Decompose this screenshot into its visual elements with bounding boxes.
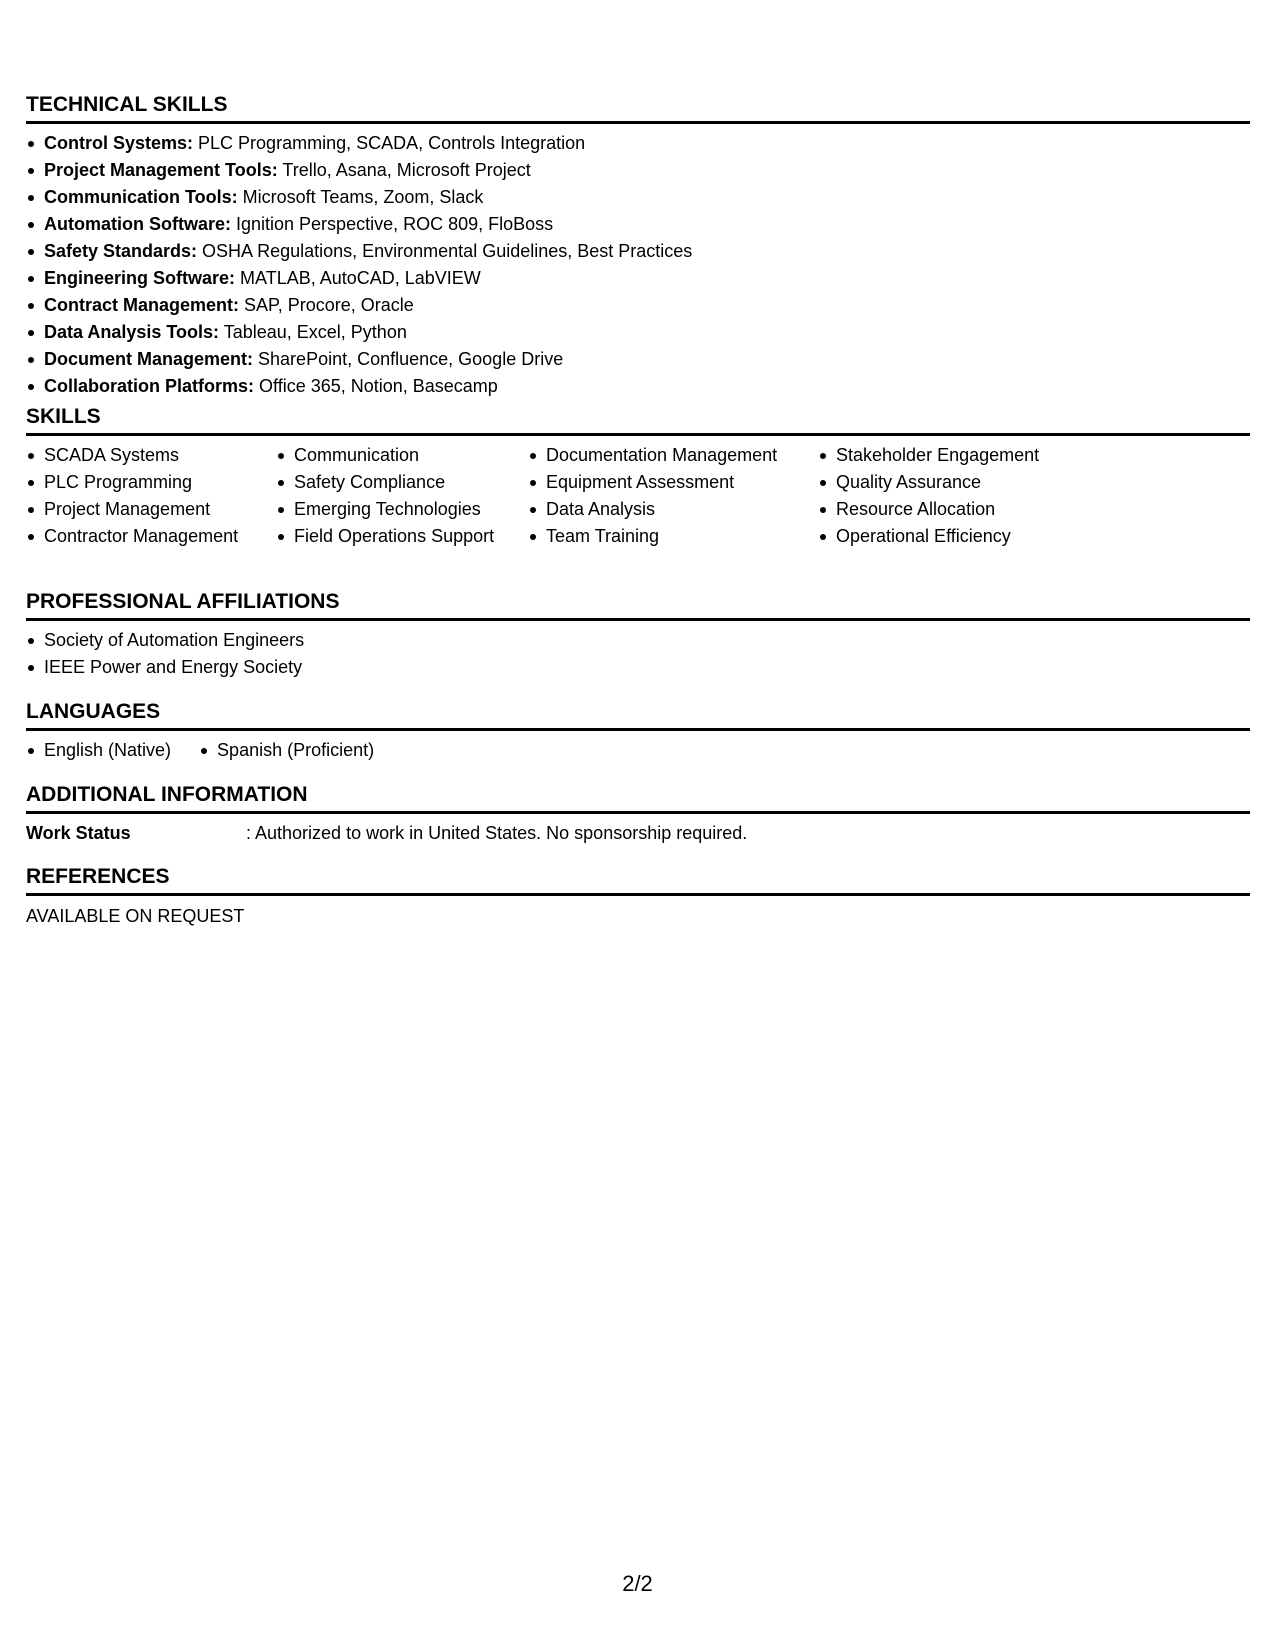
- skills-column: [26, 442, 276, 550]
- list-item: Document Management: SharePoint, Confluence, Google Drive: [26, 346, 1250, 373]
- technical-skills-section: [26, 92, 1250, 400]
- list-item: Engineering Software: MATLAB, AutoCAD, LabVIEW: [26, 265, 1250, 292]
- section-title-technical-skills: TECHNICAL SKILLS: [26, 93, 228, 116]
- list-item: Communication Tools: Microsoft Teams, Zoom, Slack: [26, 184, 1250, 211]
- list-item: Society of Automation Engineers: [26, 627, 1250, 654]
- list-item: Safety Compliance: [276, 469, 528, 496]
- section-divider: [26, 811, 1250, 814]
- skills-grid: [26, 442, 1250, 550]
- skills-column: [528, 442, 818, 550]
- section-title-languages: LANGUAGES: [26, 700, 161, 723]
- skills-column: [276, 442, 528, 550]
- section-title-skills: SKILLS: [26, 405, 101, 428]
- list-item: Contract Management: SAP, Procore, Oracle: [26, 292, 1250, 319]
- list-item: PLC Programming: [26, 469, 276, 496]
- additional-information-section: [26, 782, 1250, 847]
- list-item: Data Analysis Tools: Tableau, Excel, Python: [26, 319, 1250, 346]
- list-item: Automation Software: Ignition Perspective, ROC 809, FloBoss: [26, 211, 1250, 238]
- work-status-row: [26, 820, 1250, 847]
- skills-section: [26, 404, 1250, 550]
- work-status-value: : Authorized to work in United States. No sponsorship required.: [246, 823, 748, 843]
- list-item: Collaboration Platforms: Office 365, Notion, Basecamp: [26, 373, 1250, 400]
- languages-section: [26, 699, 1250, 764]
- list-item: Communication: [276, 442, 528, 469]
- affiliations-section: [26, 589, 1250, 681]
- list-item: Project Management: [26, 496, 276, 523]
- skills-column: [818, 442, 1118, 550]
- section-title-references: REFERENCES: [26, 865, 170, 888]
- list-item: Project Management Tools: Trello, Asana, Microsoft Project: [26, 157, 1250, 184]
- list-item: Emerging Technologies: [276, 496, 528, 523]
- section-divider: [26, 121, 1250, 124]
- section-divider: [26, 618, 1250, 621]
- list-item: Documentation Management: [528, 442, 818, 469]
- section-title-affiliations: PROFESSIONAL AFFILIATIONS: [26, 590, 340, 613]
- affiliations-list: [26, 627, 1250, 681]
- list-item: Control Systems: PLC Programming, SCADA, Controls Integration: [26, 130, 1250, 157]
- list-item: Field Operations Support: [276, 523, 528, 550]
- list-item: IEEE Power and Energy Society: [26, 654, 1250, 681]
- list-item: Safety Standards: OSHA Regulations, Environmental Guidelines, Best Practices: [26, 238, 1250, 265]
- list-item: English (Native): [26, 737, 171, 764]
- list-item: SCADA Systems: [26, 442, 276, 469]
- list-item: Operational Efficiency: [818, 523, 1118, 550]
- references-section: [26, 864, 1250, 930]
- list-item: Stakeholder Engagement: [818, 442, 1118, 469]
- list-item: Spanish (Proficient): [199, 737, 374, 764]
- list-item: Contractor Management: [26, 523, 276, 550]
- page-number: 2/2: [622, 1571, 653, 1596]
- section-divider: [26, 893, 1250, 896]
- section-title-additional-information: ADDITIONAL INFORMATION: [26, 783, 308, 806]
- languages-list: [26, 737, 1250, 764]
- list-item: Equipment Assessment: [528, 469, 818, 496]
- technical-skills-list: [26, 130, 1250, 400]
- list-item: Data Analysis: [528, 496, 818, 523]
- list-item: Quality Assurance: [818, 469, 1118, 496]
- work-status-label: Work Status: [26, 823, 131, 843]
- list-item: Team Training: [528, 523, 818, 550]
- section-divider: [26, 728, 1250, 731]
- references-text: AVAILABLE ON REQUEST: [26, 906, 245, 926]
- section-divider: [26, 433, 1250, 436]
- list-item: Resource Allocation: [818, 496, 1118, 523]
